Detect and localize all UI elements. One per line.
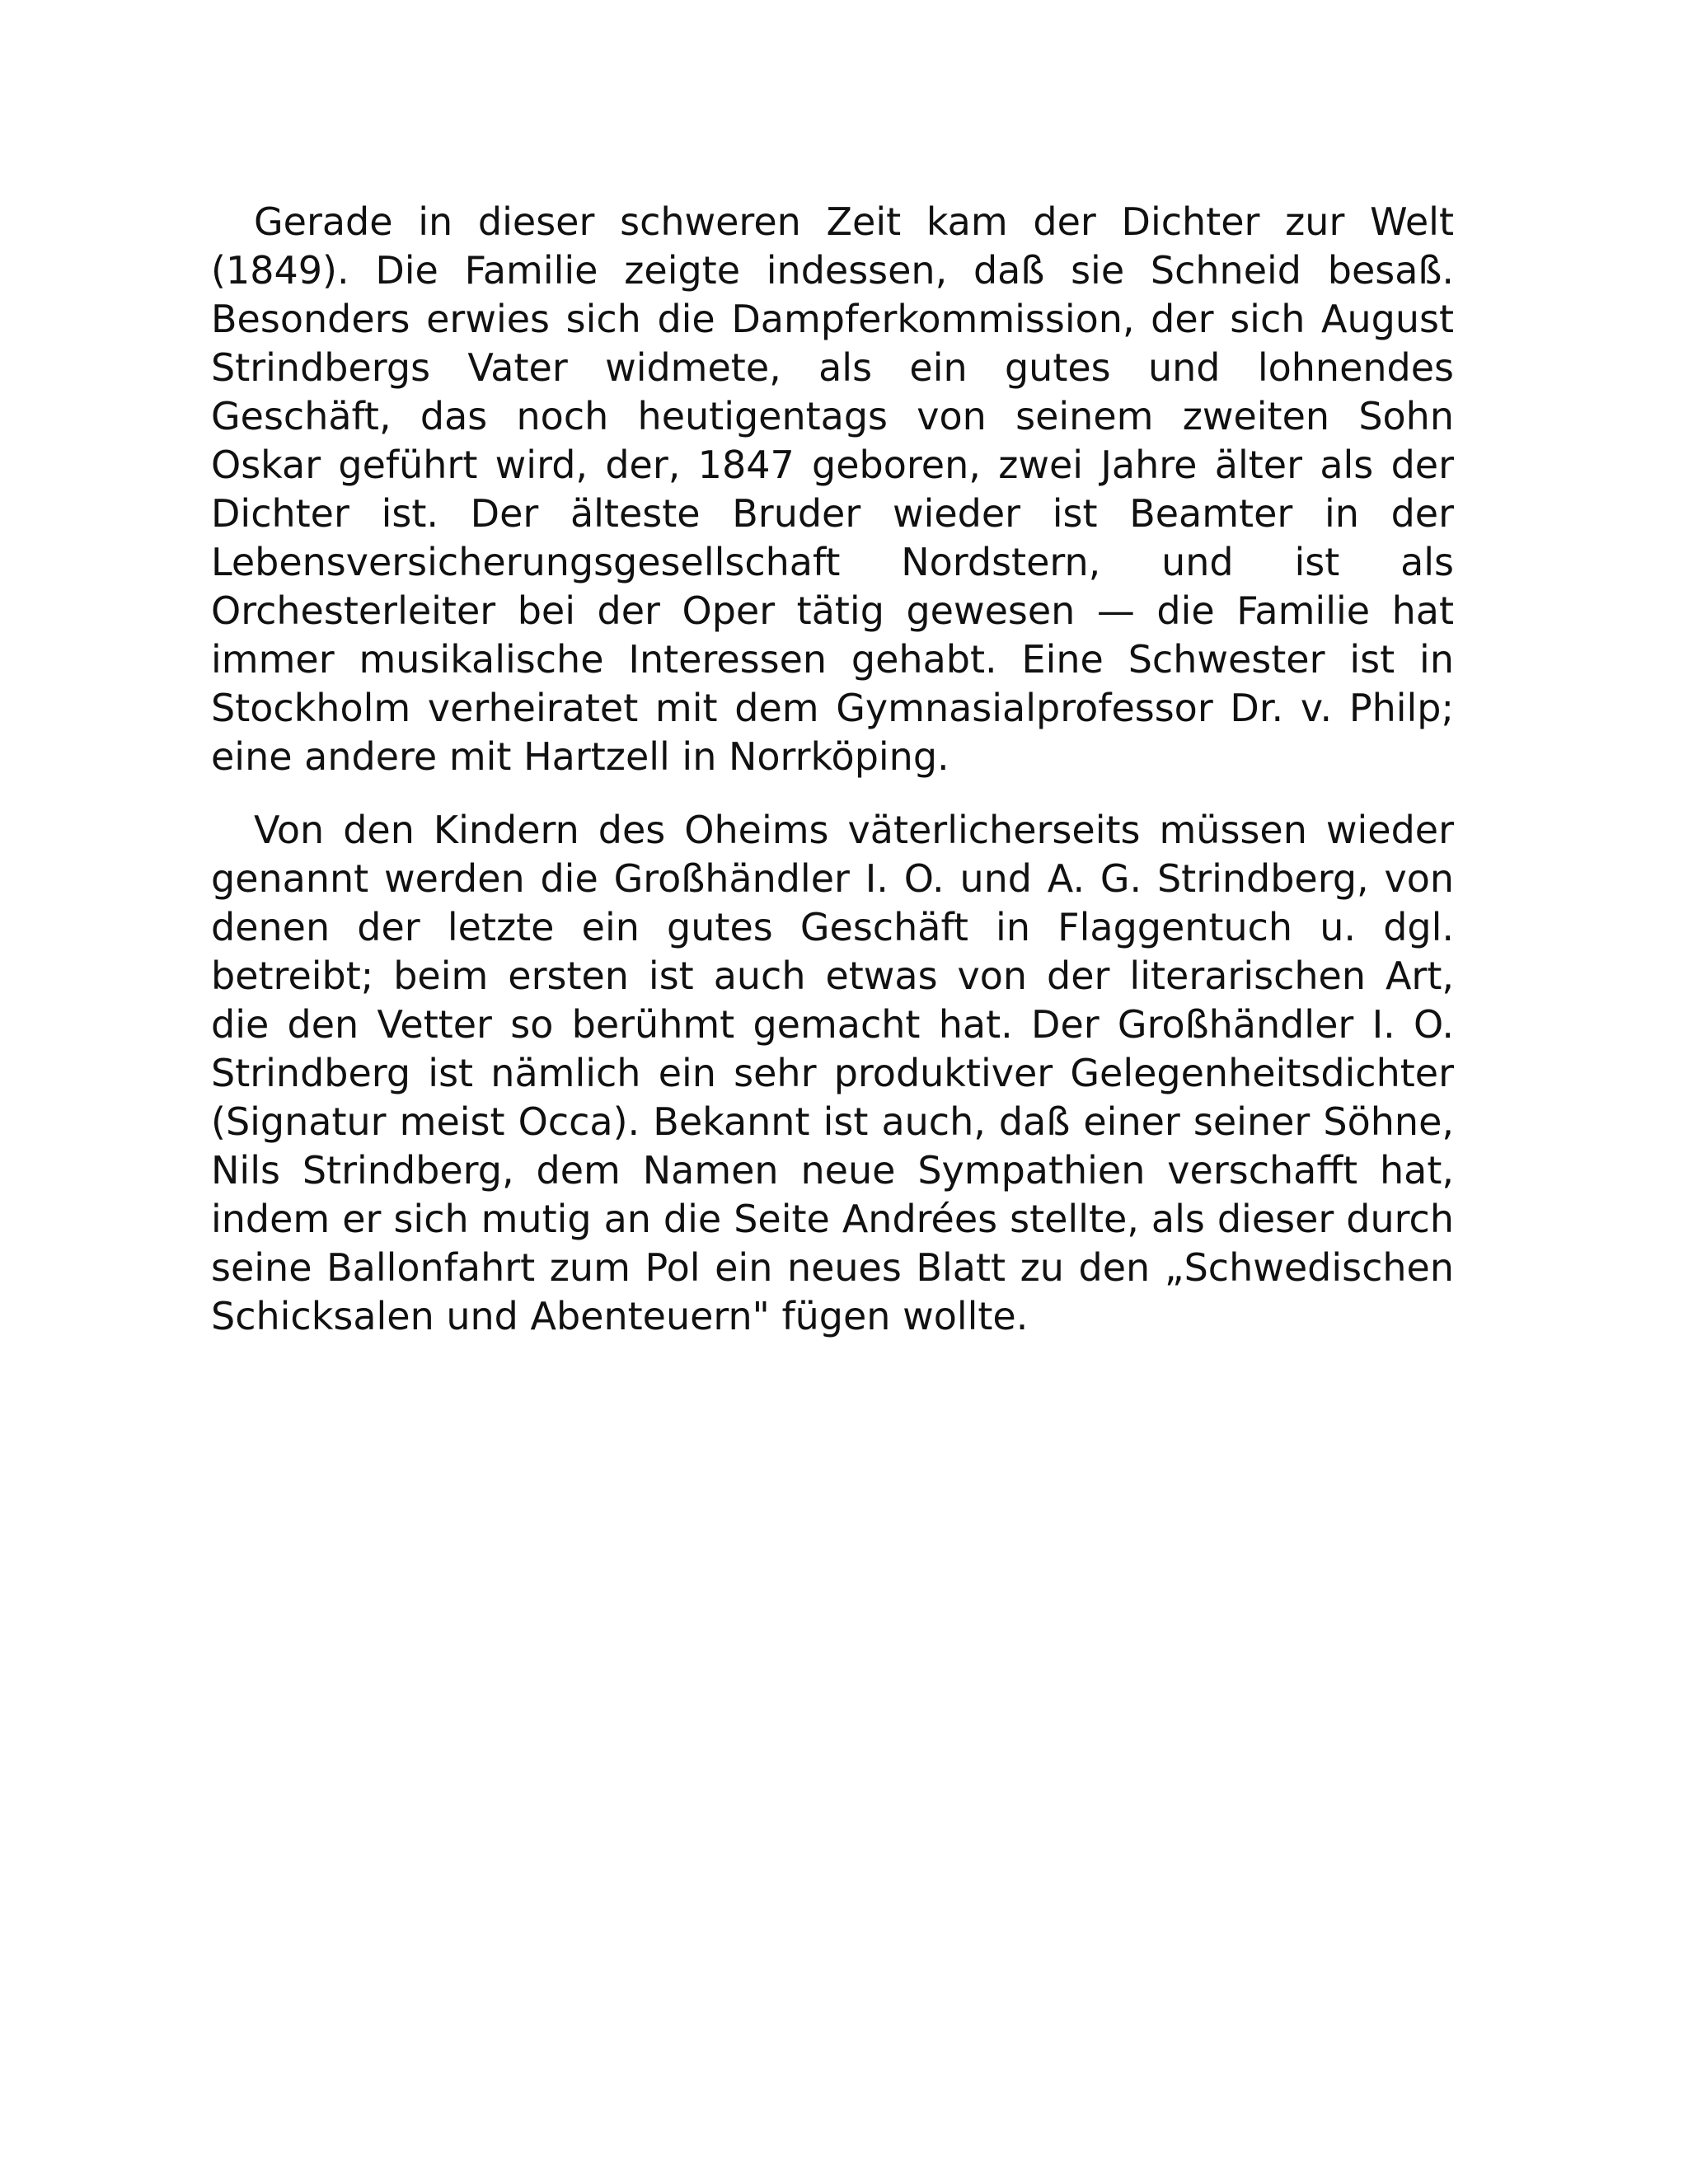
document-page — [211, 198, 1454, 1341]
paragraph-2: Von den Kindern des Oheims väterlicherseits müssen wieder genannt werden die Großhändler I. O. und A. G. Strindberg, von denen der letzte ein gutes Geschäft in Flaggentuch u. dgl. betreibt; beim ersten ist auch etwas von der literarischen Art, die den Vetter so berühmt gemacht hat. Der Großhändler I. O. Strindberg ist nämlich ein sehr produktiver Gelegenheitsdichter (Signatur meist Occa). Bekannt ist auch, daß einer seiner Söhne, Nils Strindberg, dem Namen neue Sympathien verschafft hat, indem er sich mutig an die Seite Andrées stellte, als dieser durch seine Ballonfahrt zum Pol ein neues Blatt zu den „Schwedischen Schicksalen und Abenteuern" fügen wollte. — [211, 808, 1454, 1338]
paragraph-1: Gerade in dieser schweren Zeit kam der Dichter zur Welt (1849). Die Familie zeigte indessen, daß sie Schneid besaß. Besonders erwies sich die Dampferkommission, der sich August Strindbergs Vater widmete, als ein gutes und lohnendes Geschäft, das noch heutigentags von seinem zweiten Sohn Oskar geführt wird, der, 1847 geboren, zwei Jahre älter als der Dichter ist. Der älteste Bruder wieder ist Beamter in der Lebensversicherungsgesellschaft Nordstern, und ist als Orchesterleiter bei der Oper tätig gewesen — die Familie hat immer musikalische Interessen gehabt. Eine Schwester ist in Stockholm verheiratet mit dem Gymnasialprofessor Dr. v. Philp; eine andere mit Hartzell in Norrköping. — [211, 199, 1454, 779]
